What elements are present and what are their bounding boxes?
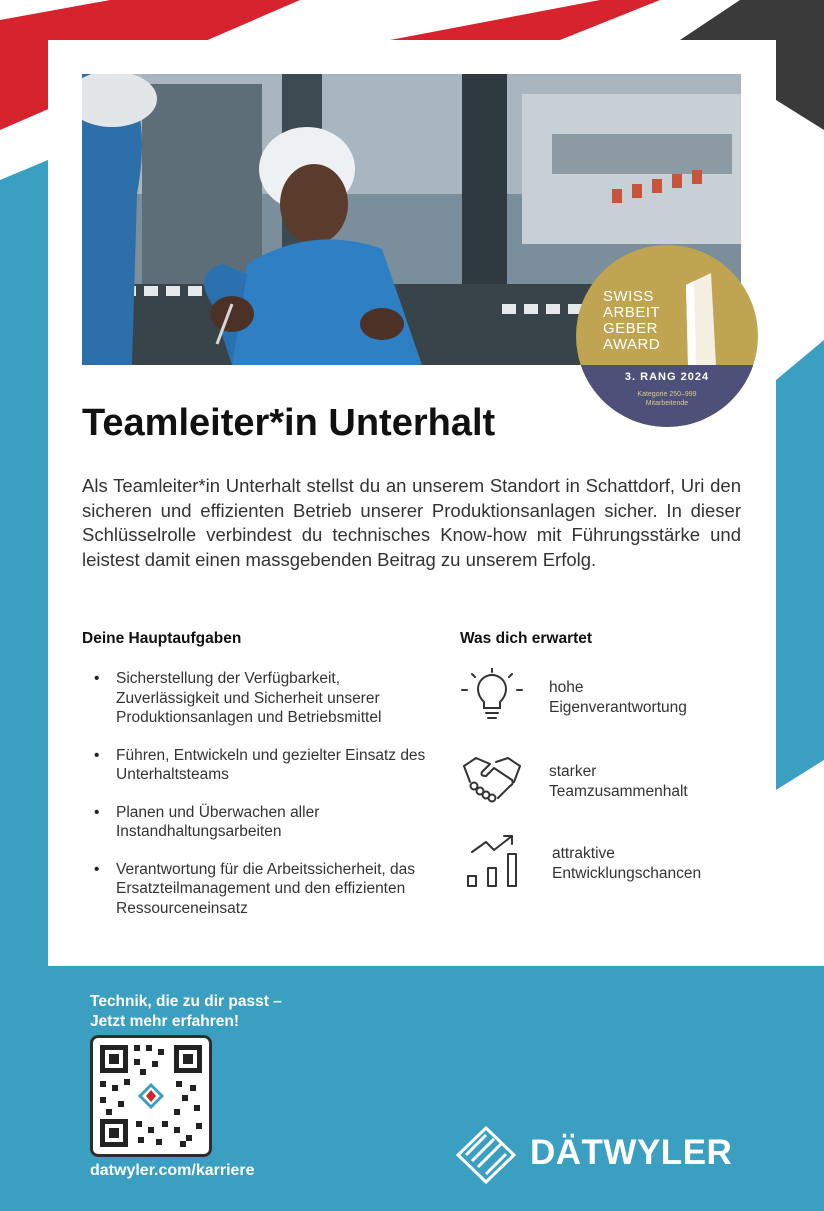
benefit-label: attraktive Entwicklungschancen bbox=[552, 845, 702, 882]
benefit-item bbox=[460, 752, 760, 812]
tasks-list bbox=[94, 669, 434, 936]
benefit-label: hohe Eigenverantwortung bbox=[549, 679, 687, 716]
growth-chart-icon bbox=[460, 834, 524, 894]
list-item: • Sicherstellung der Verfügbarkeit, Zuverlässigkeit und Sicherheit unserer Produktionsanlagen und Betriebsmittel bbox=[94, 669, 434, 728]
benefit-item bbox=[460, 834, 760, 894]
job-intro: Als Teamleiter*in Unterhalt stellst du an unserem Standort in Schattdorf, Uri den sicheren und effizienten Betrieb unserer Produktionsanlagen sicher. In dieser Schlüsselrolle verbindest du technisches Know-how mit Führungsstärke und leistest damit einen massgebenden Beitrag zu unserem Erfolg. bbox=[82, 475, 741, 570]
benefits-heading: Was dich erwartet bbox=[460, 630, 593, 647]
benefit-label: starker Teamzusammenhalt bbox=[549, 763, 688, 800]
list-item: • Führen, Entwickeln und gezielter Einsatz des Unterhaltsteams bbox=[94, 746, 434, 785]
award-rank: 3. RANG 2024 bbox=[624, 371, 710, 383]
tasks-heading: Deine Hauptaufgaben bbox=[82, 630, 242, 647]
career-url[interactable]: datwyler.com/karriere bbox=[90, 1162, 255, 1179]
award-title: SWISS ARBEIT GEBER AWARD bbox=[603, 288, 661, 353]
list-item: • Planen und Überwachen aller Instandhaltungsarbeiten bbox=[94, 803, 434, 842]
datwyler-logo bbox=[452, 1124, 782, 1186]
qr-code[interactable] bbox=[90, 1035, 212, 1157]
benefit-item bbox=[460, 668, 760, 728]
handshake-icon bbox=[460, 752, 524, 812]
datwyler-mark-icon bbox=[452, 1124, 522, 1186]
job-title: Teamleiter*in Unterhalt bbox=[82, 402, 496, 444]
call-to-action: Technik, die zu dir passt – Jetzt mehr erfahren! bbox=[90, 993, 282, 1030]
lightbulb-icon bbox=[460, 668, 524, 728]
logo-wordmark: DÄTWYLER bbox=[530, 1133, 733, 1172]
award-category: Kategorie 250–999 Mitarbeitende bbox=[637, 391, 697, 407]
list-item: • Verantwortung für die Arbeitssicherheit, das Ersatzteilmanagement und den effizienten Ressourceneinsatz bbox=[94, 860, 434, 919]
swiss-employer-award-badge bbox=[576, 245, 758, 427]
